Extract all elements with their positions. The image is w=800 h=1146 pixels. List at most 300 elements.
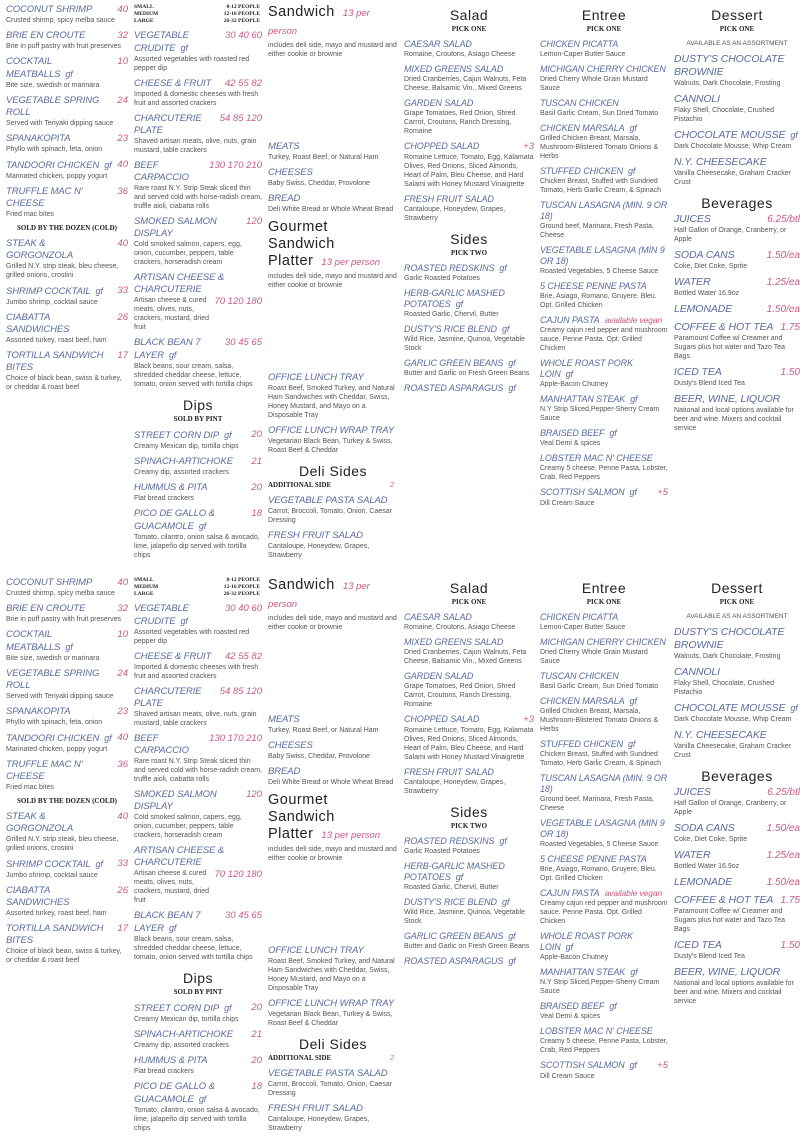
item-name: DUSTY'S CHOCOLATE BROWNIE — [674, 626, 785, 651]
item-description-row — [404, 50, 534, 59]
menu-item[interactable] — [6, 312, 128, 345]
menu-item[interactable] — [404, 861, 534, 892]
item-description: Coke, Diet Coke, Sprite — [674, 836, 748, 843]
menu-item[interactable] — [268, 167, 398, 188]
menu-item[interactable] — [6, 95, 128, 128]
menu-item[interactable] — [674, 822, 800, 844]
menu-item[interactable] — [404, 767, 534, 796]
item-name: BRAISED BEEF — [540, 428, 605, 438]
size-label: MEDIUM — [134, 11, 159, 17]
menu-item[interactable] — [540, 612, 668, 632]
item-description-row — [540, 134, 668, 161]
gluten-free-badge: gf — [565, 942, 573, 952]
item-description-row — [404, 726, 534, 762]
section-price: 13 per person — [268, 8, 370, 37]
item-description-row — [134, 494, 262, 503]
menu-item[interactable] — [674, 156, 800, 187]
section-heading: Dessert — [711, 580, 763, 596]
menu-item[interactable] — [404, 141, 534, 189]
item-description: Romaine Lettuce, Tomato, Egg, Kalamata Olives, Red Onions, Sliced Almonds, Heart of Palm, Bleu Cheese, and Hard Salami with Honey Mustard Vinaigrette — [404, 727, 534, 761]
item-name: VEGETABLE CRUDITE — [134, 30, 189, 54]
menu-item[interactable] — [6, 133, 128, 154]
item-description: Deli White Bread or Whole Wheat Bread — [268, 779, 394, 786]
item-title-row — [674, 666, 800, 679]
item-description-row — [134, 184, 262, 211]
item-title — [404, 324, 534, 335]
menu-item[interactable] — [404, 671, 534, 709]
item-title-row — [404, 98, 534, 109]
item-price: 130 170 210 — [209, 160, 262, 171]
item-name: CHICKEN PICATTA — [540, 39, 619, 49]
menu-item[interactable] — [134, 1081, 262, 1133]
menu-item[interactable] — [6, 885, 128, 918]
size-people: 26-32 PEOPLE — [223, 18, 260, 24]
menu-item[interactable] — [674, 729, 800, 760]
item-title — [540, 773, 668, 795]
item-title — [268, 945, 398, 957]
menu-item[interactable] — [134, 508, 262, 560]
item-title-row — [404, 324, 534, 335]
item-price: 70 120 180 — [214, 869, 262, 880]
menu-item[interactable] — [134, 845, 262, 905]
menu-item[interactable] — [404, 98, 534, 136]
menu-item[interactable] — [6, 186, 128, 219]
item-name: COFFEE & HOT TEA — [674, 321, 774, 333]
menu-item[interactable] — [404, 39, 534, 59]
item-description-row — [404, 310, 534, 319]
menu-page — [0, 573, 800, 1146]
menu-item[interactable] — [268, 372, 398, 420]
item-description: Roast Beef, Smoked Turkey, and Natural Ham Sandwiches with Cheddar, Swiss, Honey Mustard, and Mayo on a Disposable Tray — [268, 385, 395, 419]
item-name: CHOPPED SALAD — [404, 714, 480, 724]
menu-item[interactable] — [268, 998, 398, 1028]
item-title-row — [540, 200, 668, 222]
menu-item[interactable] — [674, 626, 800, 661]
item-description-row — [6, 615, 128, 624]
menu-item[interactable] — [268, 766, 398, 787]
menu-item[interactable] — [674, 303, 800, 316]
menu-item[interactable] — [674, 366, 800, 388]
item-description: Turkey, Roast Beef, or Natural Ham — [268, 727, 379, 734]
item-description: Cantaloupe, Honeydew, Grapes, Strawberry — [404, 206, 506, 222]
section-heading: Entree — [581, 7, 627, 23]
menu-item[interactable] — [540, 696, 668, 734]
item-name: BREAD — [268, 193, 301, 204]
item-title-row — [268, 1103, 398, 1115]
item-title — [134, 845, 262, 869]
menu-item[interactable] — [674, 666, 800, 697]
menu-item[interactable] — [134, 789, 262, 840]
menu-item[interactable] — [540, 358, 668, 389]
gluten-free-badge: gf — [501, 324, 510, 334]
menu-item[interactable] — [268, 530, 398, 560]
item-description-row — [6, 81, 128, 90]
item-title-row — [134, 78, 262, 90]
item-title-row — [540, 739, 668, 750]
menu-item[interactable] — [674, 786, 800, 817]
menu-item[interactable] — [540, 1060, 668, 1081]
gluten-free-badge: gf — [198, 1094, 207, 1104]
menu-item[interactable] — [674, 249, 800, 271]
item-name: SPINACH-ARTICHOKE — [134, 1029, 233, 1040]
menu-item[interactable] — [404, 324, 534, 353]
menu-item[interactable] — [674, 876, 800, 889]
menu-item[interactable] — [6, 732, 128, 754]
menu-item[interactable] — [404, 956, 534, 967]
menu-item[interactable] — [134, 216, 262, 267]
item-title — [134, 429, 247, 442]
item-title-row — [134, 651, 262, 663]
menu-item[interactable] — [6, 238, 128, 280]
menu-item[interactable] — [6, 706, 128, 727]
item-title — [674, 249, 763, 262]
menu-item[interactable] — [674, 966, 800, 1006]
item-title-row — [674, 129, 800, 142]
menu-item[interactable] — [268, 495, 398, 525]
item-title-row — [134, 482, 262, 494]
item-name: MICHIGAN CHERRY CHICKEN — [540, 637, 666, 647]
item-description: Black beans, sour cream, salsa, shredded cheddar cheese, lettuce, tomato, onion served with tortilla chips — [134, 936, 253, 961]
item-description: Choice of black bean, swiss & turkey, or cheddar & roast beef — [6, 948, 122, 964]
item-name: CHOPPED SALAD — [404, 141, 480, 151]
item-price: 24 — [117, 95, 128, 106]
item-name: STUFFED CHICKEN — [540, 739, 624, 749]
item-name: CIABATTA SANDWICHES — [6, 312, 70, 335]
menu-item[interactable] — [6, 350, 128, 392]
item-description-row — [540, 380, 668, 389]
gluten-free-badge: gf — [168, 350, 177, 360]
menu-item[interactable] — [6, 668, 128, 701]
item-description: Brie, Asiago, Romano, Gruyere, Bleu. Opt. Grilled Chicken — [540, 293, 657, 309]
menu-item[interactable] — [134, 603, 262, 646]
item-description-row — [540, 978, 668, 996]
section-subheading: PICK ONE — [451, 598, 487, 606]
menu-item[interactable] — [540, 854, 668, 883]
menu-item[interactable] — [540, 315, 668, 353]
item-title — [404, 612, 534, 623]
menu-item[interactable] — [404, 836, 534, 856]
item-title-row — [6, 133, 128, 145]
menu-item[interactable] — [674, 894, 800, 934]
menu-item[interactable] — [540, 64, 668, 93]
menu-item[interactable] — [674, 702, 800, 724]
item-description: Flaky Shell, Chocolate, Crushed Pistachio — [674, 680, 774, 696]
menu-item[interactable] — [268, 193, 398, 214]
menu-item[interactable] — [674, 321, 800, 361]
menu-item[interactable] — [6, 923, 128, 965]
item-name: SMOKED SALMON DISPLAY — [134, 216, 217, 239]
menu-item[interactable] — [6, 159, 128, 181]
item-title-row — [134, 789, 262, 813]
menu-item[interactable] — [6, 285, 128, 307]
menu-item[interactable] — [540, 487, 668, 508]
item-description-row — [540, 865, 668, 883]
menu-item[interactable] — [540, 98, 668, 118]
item-description-row — [6, 947, 128, 965]
item-name: JUICES — [674, 786, 711, 798]
item-name: FRESH FRUIT SALAD — [268, 530, 363, 541]
menu-item[interactable] — [6, 759, 128, 792]
menu-item[interactable] — [540, 739, 668, 768]
menu-item[interactable] — [404, 612, 534, 632]
item-description-row — [674, 979, 800, 1006]
section-subheading: PICK ONE — [719, 25, 755, 33]
menu-item[interactable] — [268, 1068, 398, 1098]
item-title-row — [134, 216, 262, 240]
item-title-row — [404, 671, 534, 682]
item-description-row — [540, 326, 668, 353]
item-description-row — [134, 628, 262, 646]
menu-item[interactable] — [268, 945, 398, 993]
section-heading — [268, 577, 398, 613]
menu-item[interactable] — [540, 166, 668, 195]
menu-item[interactable] — [6, 56, 128, 90]
item-title-row — [540, 453, 668, 464]
menu-item[interactable] — [134, 686, 262, 728]
menu-item[interactable] — [134, 160, 262, 211]
menu-item[interactable] — [540, 773, 668, 813]
menu-item[interactable] — [404, 358, 534, 378]
item-description: National and local options available for beer and wine. Mixers and cocktail service — [674, 407, 794, 432]
menu-item[interactable] — [404, 64, 534, 93]
item-title-row — [540, 1060, 668, 1072]
item-name: CHEESES — [268, 167, 313, 178]
section-heading: Sides — [450, 804, 488, 820]
menu-item[interactable] — [134, 651, 262, 681]
item-description: Baby Swiss, Cheddar, Provolone — [268, 753, 370, 760]
gluten-free-badge: gf — [630, 967, 638, 977]
menu-item[interactable] — [404, 931, 534, 951]
item-name: GARLIC GREEN BEANS — [404, 931, 504, 941]
menu-item[interactable] — [404, 263, 534, 283]
item-title — [674, 822, 763, 835]
item-name: PICO DE GALLO & GUACAMOLE — [134, 1081, 215, 1105]
item-name: MEATS — [268, 714, 300, 725]
item-title — [540, 739, 668, 750]
item-title-row — [6, 4, 128, 16]
item-description: N.Y Strip Sliced,Pepper-Sherry Cream Sauce — [540, 406, 660, 422]
assortment-note: AVAILABLE AS AN ASSORTMENT — [686, 40, 788, 47]
item-name: BREAD — [268, 766, 301, 777]
menu-item[interactable] — [540, 637, 668, 666]
menu-item[interactable] — [268, 1103, 398, 1133]
menu-item[interactable] — [6, 629, 128, 663]
item-name: OFFICE LUNCH TRAY — [268, 945, 364, 956]
item-price: 26 — [117, 312, 128, 323]
menu-column — [404, 577, 534, 1138]
item-title — [540, 394, 668, 405]
menu-item[interactable] — [540, 200, 668, 240]
menu-item[interactable] — [6, 4, 128, 25]
item-price: +5 — [657, 487, 668, 498]
item-name: LOBSTER MAC N' CHEESE — [540, 1026, 653, 1036]
item-title — [674, 156, 800, 169]
section-subheading: PICK ONE — [451, 25, 487, 33]
menu-item[interactable] — [134, 113, 262, 155]
item-description: Chicken Breast, Stuffed with Sundried Tomato, Herb Garlic Cream, & Spinach — [540, 751, 661, 767]
item-title — [6, 238, 113, 262]
item-title — [674, 303, 763, 316]
item-price: 40 — [117, 159, 128, 170]
item-title — [540, 39, 668, 50]
item-description: Basil Garlic Cream, Sun Dried Tomato — [540, 110, 659, 117]
item-description: Flaky Shell, Chocolate, Crushed Pistachio — [674, 107, 774, 123]
item-price: 1.50 — [780, 367, 800, 378]
item-price: 1.50 — [780, 940, 800, 951]
menu-item[interactable] — [540, 245, 668, 276]
item-description-row — [6, 172, 128, 181]
menu-item[interactable] — [134, 337, 262, 389]
item-name: BEEF CARPACCIO — [134, 160, 189, 183]
item-description-row — [674, 406, 800, 433]
menu-item[interactable] — [134, 456, 262, 477]
menu-item[interactable] — [134, 429, 262, 451]
menu-item[interactable] — [674, 129, 800, 151]
item-name: CANNOLI — [674, 93, 720, 105]
item-description: Dusty's Blend Iced Tea — [674, 953, 745, 960]
menu-item[interactable] — [404, 383, 534, 394]
item-description: Brie in puff pastry with fruit preserves — [6, 616, 122, 623]
item-title — [540, 123, 668, 134]
item-title — [134, 1029, 247, 1041]
menu-item[interactable] — [268, 141, 398, 162]
menu-item[interactable] — [674, 53, 800, 88]
item-title — [6, 4, 113, 16]
menu-item[interactable] — [540, 394, 668, 423]
menu-item[interactable] — [404, 288, 534, 319]
menu-item[interactable] — [6, 577, 128, 598]
item-title — [268, 495, 398, 507]
menu-column — [540, 4, 668, 565]
menu-item[interactable] — [540, 967, 668, 996]
item-description-row — [540, 1037, 668, 1055]
item-title — [674, 213, 763, 226]
item-price: 1.25/ea — [766, 277, 800, 288]
menu-item[interactable] — [540, 281, 668, 310]
menu-item[interactable] — [540, 39, 668, 59]
item-name: HUMMUS & PITA — [134, 482, 208, 493]
size-people: 8-12 PEOPLE — [226, 577, 260, 583]
section-subheading: PICK ONE — [586, 25, 622, 33]
menu-item[interactable] — [6, 30, 128, 51]
assortment-note: AVAILABLE AS AN ASSORTMENT — [686, 613, 788, 620]
item-description: Assorted turkey, roast beef, ham — [6, 910, 107, 917]
menu-item[interactable] — [268, 425, 398, 455]
item-description: Creamy cajun red pepper and mushroom sauce. Penne Pasta. Opt. Grilled Chicken — [540, 900, 668, 925]
item-description: Vegetarian Black Bean, Turkey & Swiss, Roast Beef & Cheddar — [268, 1011, 393, 1027]
menu-item[interactable] — [674, 213, 800, 244]
gluten-free-badge: gf — [630, 394, 638, 404]
item-description-row — [674, 799, 800, 817]
item-description-row — [540, 439, 668, 448]
menu-item[interactable] — [6, 858, 128, 880]
menu-item[interactable] — [540, 1001, 668, 1021]
section-subheading — [268, 1054, 398, 1063]
item-price: 33 — [117, 858, 128, 869]
menu-item[interactable] — [540, 671, 668, 691]
item-title-row — [540, 123, 668, 134]
menu-item[interactable] — [404, 637, 534, 666]
menu-item[interactable] — [674, 939, 800, 961]
item-description: Carrot, Broccoli, Tomato, Onion, Caesar Dressing — [268, 1081, 392, 1097]
menu-item[interactable] — [268, 740, 398, 761]
item-description: Assorted turkey, roast beef, ham — [6, 337, 107, 344]
menu-item[interactable] — [134, 910, 262, 962]
menu-item[interactable] — [134, 1002, 262, 1024]
item-description: Shaved artisan meats, olive, nuts, grain mustard, table crackers — [134, 138, 257, 154]
item-description-row — [540, 1012, 668, 1021]
menu-item[interactable] — [134, 1055, 262, 1076]
item-title — [134, 789, 242, 813]
item-description: Carrot, Broccoli, Tomato, Onion, Caesar Dressing — [268, 508, 392, 524]
menu-item[interactable] — [134, 272, 262, 332]
menu-item[interactable] — [6, 603, 128, 624]
size-label: LARGE — [134, 18, 154, 24]
item-title — [6, 629, 113, 654]
menu-item[interactable] — [674, 393, 800, 433]
menu-item[interactable] — [540, 1026, 668, 1055]
menu-item[interactable] — [404, 897, 534, 926]
menu-item[interactable] — [540, 818, 668, 849]
menu-item[interactable] — [268, 714, 398, 735]
section-heading: Sides — [450, 231, 488, 247]
menu-item[interactable] — [674, 849, 800, 871]
item-title — [134, 78, 221, 90]
menu-item[interactable] — [134, 1029, 262, 1050]
item-description: Grape Tomatoes, Red Onion, Shred Carrot, Croutons, Ranch Dressing, Romaine — [404, 683, 516, 708]
item-description: Creamy dip, assorted crackers — [134, 469, 229, 476]
item-title — [674, 393, 800, 406]
gluten-free-badge: gf — [790, 703, 798, 713]
item-name: STEAK & GORGONZOLA — [6, 811, 74, 834]
size-row — [134, 18, 262, 25]
menu-item[interactable] — [134, 30, 262, 73]
item-name: SODA CANS — [674, 822, 735, 834]
menu-column — [674, 4, 800, 565]
size-legend — [134, 577, 262, 598]
item-title-row — [404, 637, 534, 648]
menu-item[interactable] — [540, 453, 668, 482]
menu-item[interactable] — [6, 811, 128, 853]
section-description: includes deli side, mayo and mustard and either cookie or brownie — [268, 42, 397, 58]
menu-item[interactable] — [404, 714, 534, 762]
menu-column — [6, 577, 128, 1138]
menu-item[interactable] — [540, 428, 668, 448]
item-title-row — [540, 967, 668, 978]
menu-item[interactable] — [674, 276, 800, 298]
menu-item[interactable] — [674, 93, 800, 124]
item-price: +3 — [523, 714, 534, 725]
menu-item[interactable] — [540, 931, 668, 962]
item-name: STUFFED CHICKEN — [540, 166, 624, 176]
item-description: Roasted Garlic, Chervil, Butter — [404, 311, 499, 318]
menu-item[interactable] — [134, 78, 262, 108]
menu-item[interactable] — [134, 482, 262, 503]
item-title-row — [674, 53, 800, 79]
item-description-row — [6, 909, 128, 918]
menu-item[interactable] — [540, 123, 668, 161]
menu-item[interactable] — [540, 888, 668, 926]
item-title-row — [674, 213, 800, 226]
item-name: CHOCOLATE MOUSSE — [674, 129, 786, 141]
item-title — [674, 894, 777, 907]
menu-item[interactable] — [134, 733, 262, 784]
section-subheading: SOLD BY PINT — [173, 988, 223, 996]
item-title-row — [540, 696, 668, 707]
menu-item[interactable] — [404, 194, 534, 223]
item-name: SPANAKOPITA — [6, 706, 71, 717]
item-description: Roasted Vegetables, 5 Cheese Sauce — [540, 268, 659, 275]
